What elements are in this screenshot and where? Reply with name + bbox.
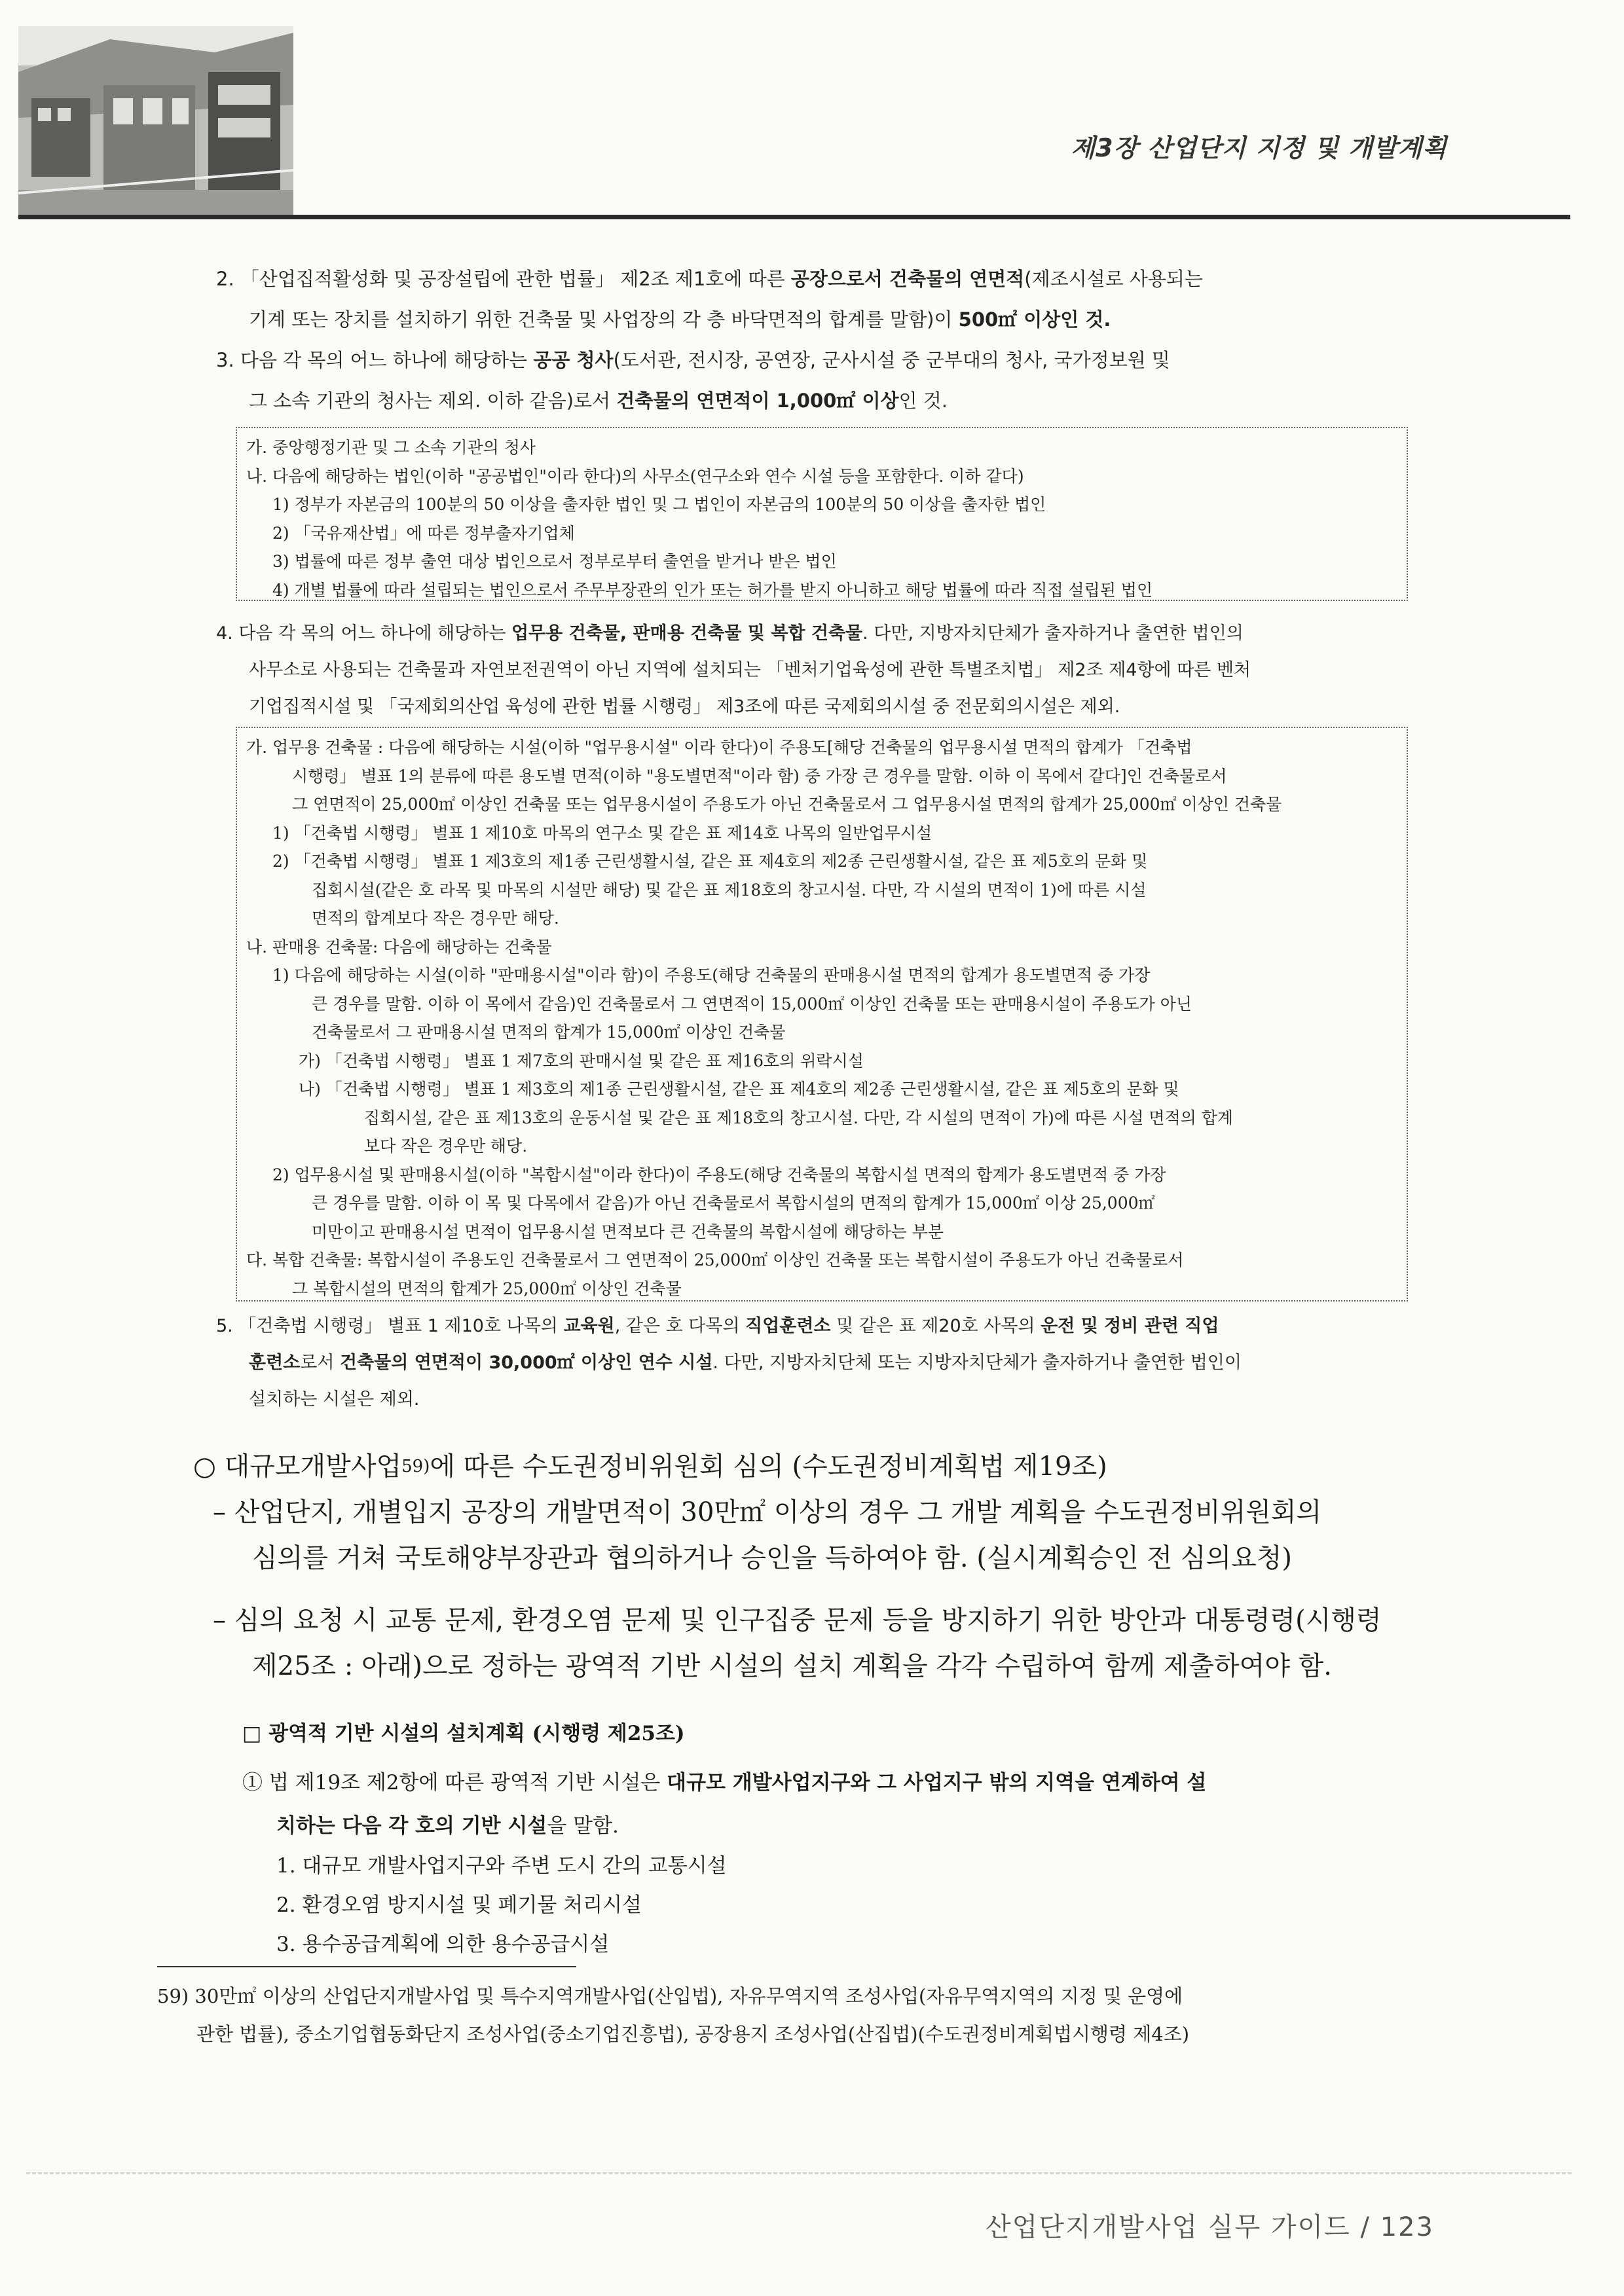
- dash-item-2: – 심의 요청 시 교통 문제, 환경오염 문제 및 인구집중 문제 등을 방지하기 위한 방안과 대통령령(시행령 제25조 : 아래)으로 정하는 광역적 기반 시설의 설치 계획을 각각 수립하여 함께 제출하여야 함.: [213, 1605, 1382, 1681]
- box-line: 면적의 합계보다 작은 경우만 해당.: [312, 909, 559, 928]
- box-line: 가) 「건축법 시행령」 별표 1 제7호의 판매시설 및 같은 표 제16호의 위락시설: [299, 1051, 864, 1070]
- public-office-box: [236, 427, 1408, 601]
- criterion-2: 2. 「산업집적활성화 및 공장설립에 관한 법률」 제2조 제1호에 따른 공장으로서 건축물의 연면적(제조시설로 사용되는 기계 또는 장치를 설치하기 위한 건축물 및 사업장의 각 층 바닥면적의 합계를 말함)이 500㎡ 이상인 것.: [216, 268, 1203, 331]
- criterion-4: 4. 다음 각 목의 어느 하나에 해당하는 업무용 건축물, 판매용 건축물 및 복합 건축물. 다만, 지방자치단체가 출자하거나 출연한 법인의 사무소로 사용되는 건축물과 자연보전권역이 아닌 지역에 설치되는 「벤처기업육성에 관한 특별조치법」 제2조 제4항에 따른 벤처 기업집적시설 및 「국제회의산업 육성에 관한 법률 시행령」 제3조에 따른 국제회의시설 중 전문회의시설은 제외.: [216, 623, 1251, 717]
- list-item: 2. 환경오염 방지시설 및 폐기물 처리시설: [276, 1893, 642, 1917]
- section-heading: ○ 대규모개발사업$^{59)}$에 따른 수도권정비위원회 심의 (수도권정비계획법 제19조): [193, 1451, 1107, 1482]
- building-use-box: [236, 727, 1408, 1302]
- header-rule: [18, 215, 1570, 219]
- box-line: 가. 중앙행정기관 및 그 소속 기관의 청사: [246, 438, 536, 457]
- subsection-title: □ 광역적 기반 시설의 설치계획 (시행령 제25조): [242, 1722, 685, 1745]
- box-line: 큰 경우를 말함. 이하 이 목 및 다목에서 같음)가 아닌 건축물로서 복합시설의 면적의 합계가 15,000㎡ 이상 25,000㎡: [312, 1194, 1155, 1212]
- article-paragraph-1: ① 법 제19조 제2항에 따른 광역적 기반 시설은 대규모 개발사업지구와 그 사업지구 밖의 지역을 연계하여 설 치하는 다음 각 호의 기반 시설을 말함.: [242, 1771, 1207, 1838]
- footer-rule: [26, 2172, 1572, 2174]
- footnote: 59) 30만㎡ 이상의 산업단지개발사업 및 특수지역개발사업(산입법), 자유무역지역 조성사업(자유무역지역의 지정 및 운영에 관한 법률), 중소기업협동화단지 조성사업(중소기업진흥법), 공장용지 조성사업(산집법)(수도권정비계획법시행령 제4조): [157, 1985, 1190, 2045]
- box-line: 건축물로서 그 판매용시설 면적의 합계가 15,000㎡ 이상인 건축물: [312, 1023, 786, 1042]
- box-line: 나. 다음에 해당하는 법인(이하 "공공법인"이라 한다)의 사무소(연구소와 연수 시설 등을 포함한다. 이하 같다): [246, 466, 1024, 486]
- box-line: 그 연면적이 25,000㎡ 이상인 건축물 또는 업무용시설이 주용도가 아닌 건축물로서 그 업무용시설 면적의 합계가 25,000㎡ 이상인 건축물: [292, 795, 1282, 814]
- list-item: 1. 대규모 개발사업지구와 주변 도시 간의 교통시설: [276, 1854, 727, 1878]
- footnote-rule: [157, 1966, 576, 1967]
- box-line: 2) 「건축법 시행령」 별표 1 제3호의 제1종 근린생활시설, 같은 표 제4호의 제2종 근린생활시설, 같은 표 제5호의 문화 및: [272, 852, 1148, 871]
- box-line: 시행령」 별표 1의 분류에 따른 용도별 면적(이하 "용도별면적"이라 함) 중 가장 큰 경우를 말함. 이하 이 목에서 같다]인 건축물로서: [292, 766, 1227, 786]
- box-line: 그 복합시설의 면적의 합계가 25,000㎡ 이상인 건축물: [292, 1279, 682, 1298]
- box-line: 1) 다음에 해당하는 시설(이하 "판매용시설"이라 함)이 주용도(해당 건축물의 판매용시설 면적의 합계가 용도별면적 중 가장: [272, 966, 1151, 985]
- box-line: 2) 「국유재산법」에 따른 정부출자기업체: [272, 523, 575, 543]
- box-line: 3) 법률에 따른 정부 출연 대상 법인으로서 정부로부터 출연을 받거나 받은 법인: [272, 552, 837, 571]
- box-line: 나. 판매용 건축물: 다음에 해당하는 건축물: [246, 937, 552, 957]
- list-item: 3. 용수공급계획에 의한 용수공급시설: [276, 1933, 610, 1956]
- box-line: 큰 경우를 말함. 이하 이 목에서 같음)인 건축물로서 그 연면적이 15,000㎡ 이상인 건축물 또는 판매용시설이 주용도가 아닌: [312, 994, 1192, 1013]
- chapter-header-photo: [18, 26, 293, 216]
- criterion-5: 5. 「건축법 시행령」 별표 1 제10호 나목의 교육원, 같은 호 다목의 직업훈련소 및 같은 표 제20호 사목의 운전 및 정비 관련 직업 훈련소로서 건축물의 연면적이 30,000㎡ 이상인 연수 시설. 다만, 지방자치단체 또는 지방자치단체가 출자하거나 출연한 법인이 설치하는 시설은 제외.: [216, 1316, 1242, 1410]
- box-line: 가. 업무용 건축물 : 다음에 해당하는 시설(이하 "업무용시설" 이라 한다)이 주용도[해당 건축물의 업무용시설 면적의 합계가 「건축법: [246, 738, 1192, 757]
- box-line: 나) 「건축법 시행령」 별표 1 제3호의 제1종 근린생활시설, 같은 표 제4호의 제2종 근린생활시설, 같은 표 제5호의 문화 및: [299, 1080, 1179, 1099]
- footnote-ref: 59): [401, 1457, 430, 1476]
- box-line: 1) 정부가 자본금의 100분의 50 이상을 출자한 법인 및 그 법인이 자본금의 100분의 50 이상을 출자한 법인: [272, 495, 1046, 514]
- box-line: 집회시설, 같은 표 제13호의 운동시설 및 같은 표 제18호의 창고시설. 다만, 각 시설의 면적이 가)에 따른 시설 면적의 합계: [364, 1108, 1234, 1127]
- dash-item-1: – 산업단지, 개별입지 공장의 개발면적이 30만㎡ 이상의 경우 그 개발 계획을 수도권정비위원회의 심의를 거쳐 국토해양부장관과 협의하거나 승인을 득하여야 함. (실시계획승인 전 심의요청): [213, 1497, 1322, 1573]
- box-line: 미만이고 판매용시설 면적이 업무용시설 면적보다 큰 건축물의 복합시설에 해당하는 부분: [312, 1222, 944, 1241]
- criteria-items-2-3: [216, 259, 1414, 421]
- chapter-title: 제3장 산업단지 지정 및 개발계획: [1071, 134, 1447, 162]
- box-line: 2) 업무용시설 및 판매용시설(이하 "복합시설"이라 한다)이 주용도(해당 건축물의 복합시설 면적의 합계가 용도별면적 중 가장: [272, 1165, 1166, 1184]
- box-line: 집회시설(같은 호 라목 및 마목의 시설만 해당) 및 같은 표 제18호의 창고시설. 다만, 각 시설의 면적이 1)에 따른 시설: [312, 880, 1147, 900]
- criterion-3: 3. 다음 각 목의 어느 하나에 해당하는 공공 청사(도서관, 전시장, 공연장, 군사시설 중 군부대의 청사, 국가정보원 및 그 소속 기관의 청사는 제외. 이하 같음)로서 건축물의 연면적이 1,000㎡ 이상인 것.: [216, 349, 1170, 412]
- box-line: 1) 「건축법 시행령」 별표 1 제10호 마목의 연구소 및 같은 표 제14호 나목의 일반업무시설: [272, 823, 932, 843]
- page-footer: 산업단지개발사업 실무 가이드 / 123: [985, 2212, 1434, 2242]
- facility-list: [276, 1846, 727, 1964]
- box-line: 다. 복합 건축물: 복합시설이 주용도인 건축물로서 그 연면적이 25,000㎡ 이상인 건축물 또는 복합시설이 주용도가 아닌 건축물로서: [246, 1250, 1184, 1269]
- box-line: 보다 작은 경우만 해당.: [364, 1137, 528, 1156]
- box-line: 4) 개별 법률에 따라 설립되는 법인으로서 주무부장관의 인가 또는 허가를 받지 아니하고 해당 법률에 따라 직접 설립된 법인: [272, 580, 1153, 600]
